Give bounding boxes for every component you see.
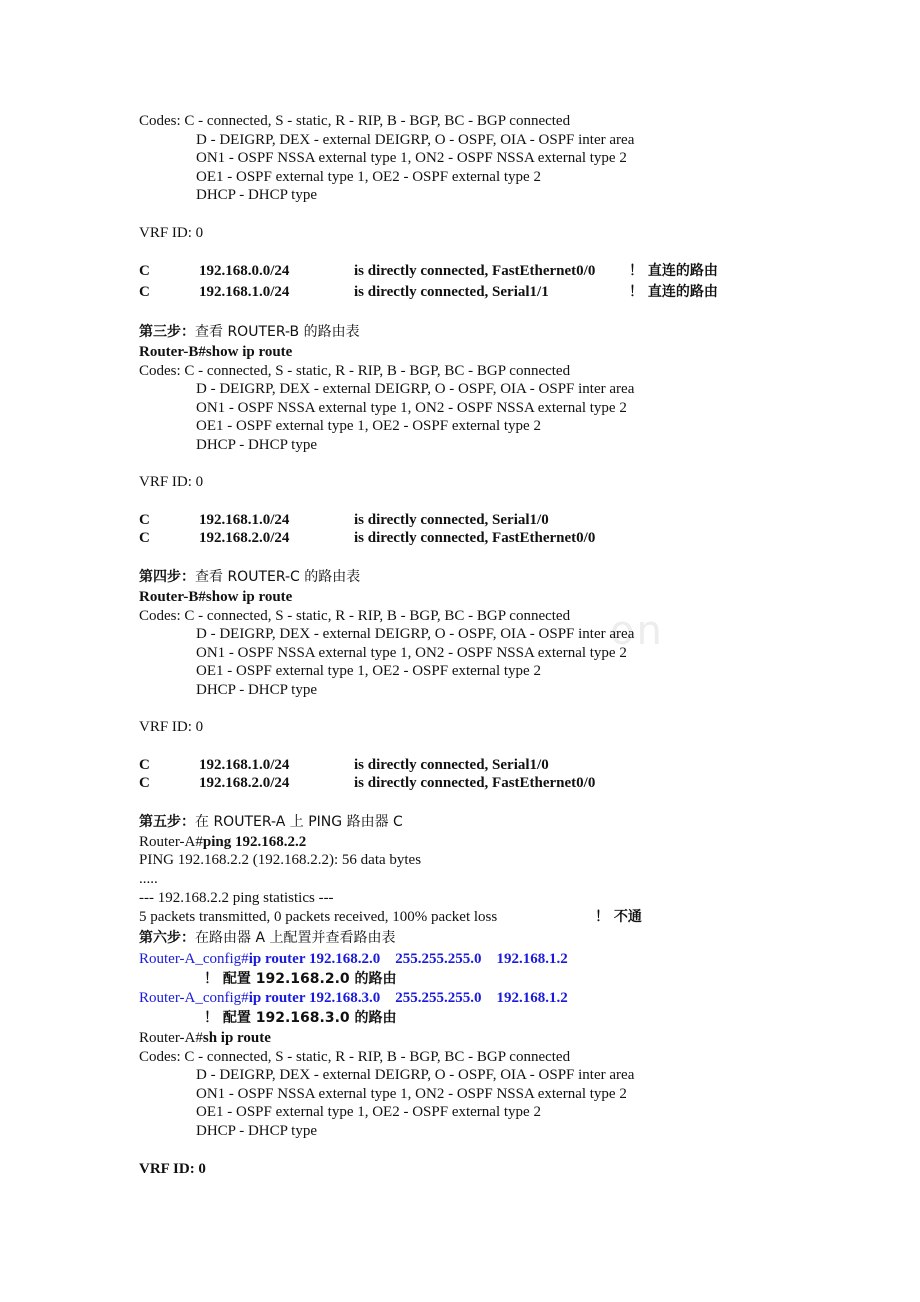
route-description: is directly connected, FastEthernet0/0 (354, 263, 596, 279)
route-note: ！ 直连的路由 (629, 263, 718, 279)
command-prompt: Router-A# (139, 1030, 203, 1046)
command-text: sh ip route (202, 1030, 271, 1046)
command-line: Router-B#show ip route (139, 344, 293, 360)
codes-line: OE1 - OSPF external type 1, OE2 - OSPF external type 2 (196, 663, 541, 679)
route-code: C (139, 530, 150, 546)
codes-line: OE1 - OSPF external type 1, OE2 - OSPF external type 2 (196, 169, 541, 185)
route-network: 192.168.2.0/24 (199, 775, 290, 791)
route-description: is directly connected, FastEthernet0/0 (354, 775, 596, 791)
route-note: ！ 直连的路由 (629, 284, 718, 300)
step-label: 第六步： (139, 930, 195, 946)
codes-line: Codes: C - connected, S - static, R - RIP, B - BGP, BC - BGP connected (139, 363, 571, 379)
route-description: is directly connected, Serial1/0 (354, 757, 549, 773)
ping-note: ！ 不通 (595, 909, 642, 925)
vrf-id: VRF ID: 0 (139, 719, 204, 735)
vrf-id: VRF ID: 0 (139, 225, 204, 241)
vrf-id: VRF ID: 0 (139, 1161, 206, 1177)
config-text: ip router 192.168.2.0 255.255.255.0 192.168.1.2 (248, 951, 568, 967)
route-network: 192.168.1.0/24 (199, 284, 290, 300)
route-description: is directly connected, Serial1/1 (354, 284, 549, 300)
step-heading (139, 323, 360, 342)
step-text: 查看 ROUTER-B 的路由表 (195, 324, 360, 340)
codes-line: D - DEIGRP, DEX - external DEIGRP, O - OSPF, OIA - OSPF inter area (196, 1067, 635, 1083)
step-label: 第五步： (139, 814, 195, 830)
config-note: ！ 配置 192.168.3.0 的路由 (204, 1010, 397, 1026)
step-heading (139, 568, 360, 587)
config-note: ！ 配置 192.168.2.0 的路由 (204, 971, 397, 987)
watermark: on (610, 608, 664, 654)
route-row (139, 774, 779, 793)
codes-line: Codes: C - connected, S - static, R - RIP, B - BGP, BC - BGP connected (139, 608, 571, 624)
step-text: 查看 ROUTER-C 的路由表 (195, 569, 361, 585)
route-row (139, 283, 779, 302)
ping-stats: 5 packets transmitted, 0 packets received, 100% packet loss (139, 909, 498, 925)
vrf-id: VRF ID: 0 (139, 474, 204, 490)
ping-output: PING 192.168.2.2 (192.168.2.2): 56 data bytes (139, 852, 422, 868)
route-network: 192.168.1.0/24 (199, 512, 290, 528)
codes-line: ON1 - OSPF NSSA external type 1, ON2 - OSPF NSSA external type 2 (196, 645, 627, 661)
route-row (139, 756, 779, 775)
command-line (139, 833, 306, 852)
route-description: is directly connected, FastEthernet0/0 (354, 530, 596, 546)
step-label: 第四步： (139, 569, 195, 585)
codes-line: D - DEIGRP, DEX - external DEIGRP, O - OSPF, OIA - OSPF inter area (196, 132, 635, 148)
route-row (139, 262, 779, 281)
route-network: 192.168.1.0/24 (199, 757, 290, 773)
codes-line: DHCP - DHCP type (196, 437, 317, 453)
route-row (139, 511, 779, 530)
codes-line: ON1 - OSPF NSSA external type 1, ON2 - OSPF NSSA external type 2 (196, 150, 627, 166)
route-code: C (139, 263, 150, 279)
codes-line: Codes: C - connected, S - static, R - RIP, B - BGP, BC - BGP connected (139, 1049, 571, 1065)
codes-line: DHCP - DHCP type (196, 682, 317, 698)
route-network: 192.168.2.0/24 (199, 530, 290, 546)
config-prompt: Router-A_config# (139, 951, 249, 967)
route-network: 192.168.0.0/24 (199, 263, 290, 279)
route-description: is directly connected, Serial1/0 (354, 512, 549, 528)
step-heading (139, 929, 395, 948)
step-text: 在 ROUTER-A 上 PING 路由器 C (195, 814, 403, 830)
command-text: ping 192.168.2.2 (202, 834, 307, 850)
config-prompt: Router-A_config# (139, 990, 249, 1006)
codes-line: D - DEIGRP, DEX - external DEIGRP, O - OSPF, OIA - OSPF inter area (196, 626, 635, 642)
codes-line: OE1 - OSPF external type 1, OE2 - OSPF external type 2 (196, 418, 541, 434)
config-command (139, 989, 568, 1008)
command-line (139, 1029, 271, 1048)
route-code: C (139, 512, 150, 528)
ping-dots: ..... (139, 871, 158, 887)
codes-line: OE1 - OSPF external type 1, OE2 - OSPF external type 2 (196, 1104, 541, 1120)
codes-line: ON1 - OSPF NSSA external type 1, ON2 - OSPF NSSA external type 2 (196, 400, 627, 416)
route-code: C (139, 775, 150, 791)
step-heading (139, 813, 403, 832)
config-command (139, 950, 568, 969)
codes-line: Codes: C - connected, S - static, R - RIP, B - BGP, BC - BGP connected (139, 113, 571, 129)
codes-line: DHCP - DHCP type (196, 1123, 317, 1139)
step-label: 第三步： (139, 324, 195, 340)
route-code: C (139, 284, 150, 300)
codes-line: DHCP - DHCP type (196, 187, 317, 203)
step-text: 在路由器 A 上配置并查看路由表 (195, 930, 396, 946)
codes-line: D - DEIGRP, DEX - external DEIGRP, O - OSPF, OIA - OSPF inter area (196, 381, 635, 397)
codes-line: ON1 - OSPF NSSA external type 1, ON2 - OSPF NSSA external type 2 (196, 1086, 627, 1102)
ping-stats-header: --- 192.168.2.2 ping statistics --- (139, 890, 334, 906)
route-row (139, 529, 779, 548)
route-code: C (139, 757, 150, 773)
config-text: ip router 192.168.3.0 255.255.255.0 192.168.1.2 (248, 990, 568, 1006)
command-prompt: Router-A# (139, 834, 203, 850)
command-line: Router-B#show ip route (139, 589, 293, 605)
